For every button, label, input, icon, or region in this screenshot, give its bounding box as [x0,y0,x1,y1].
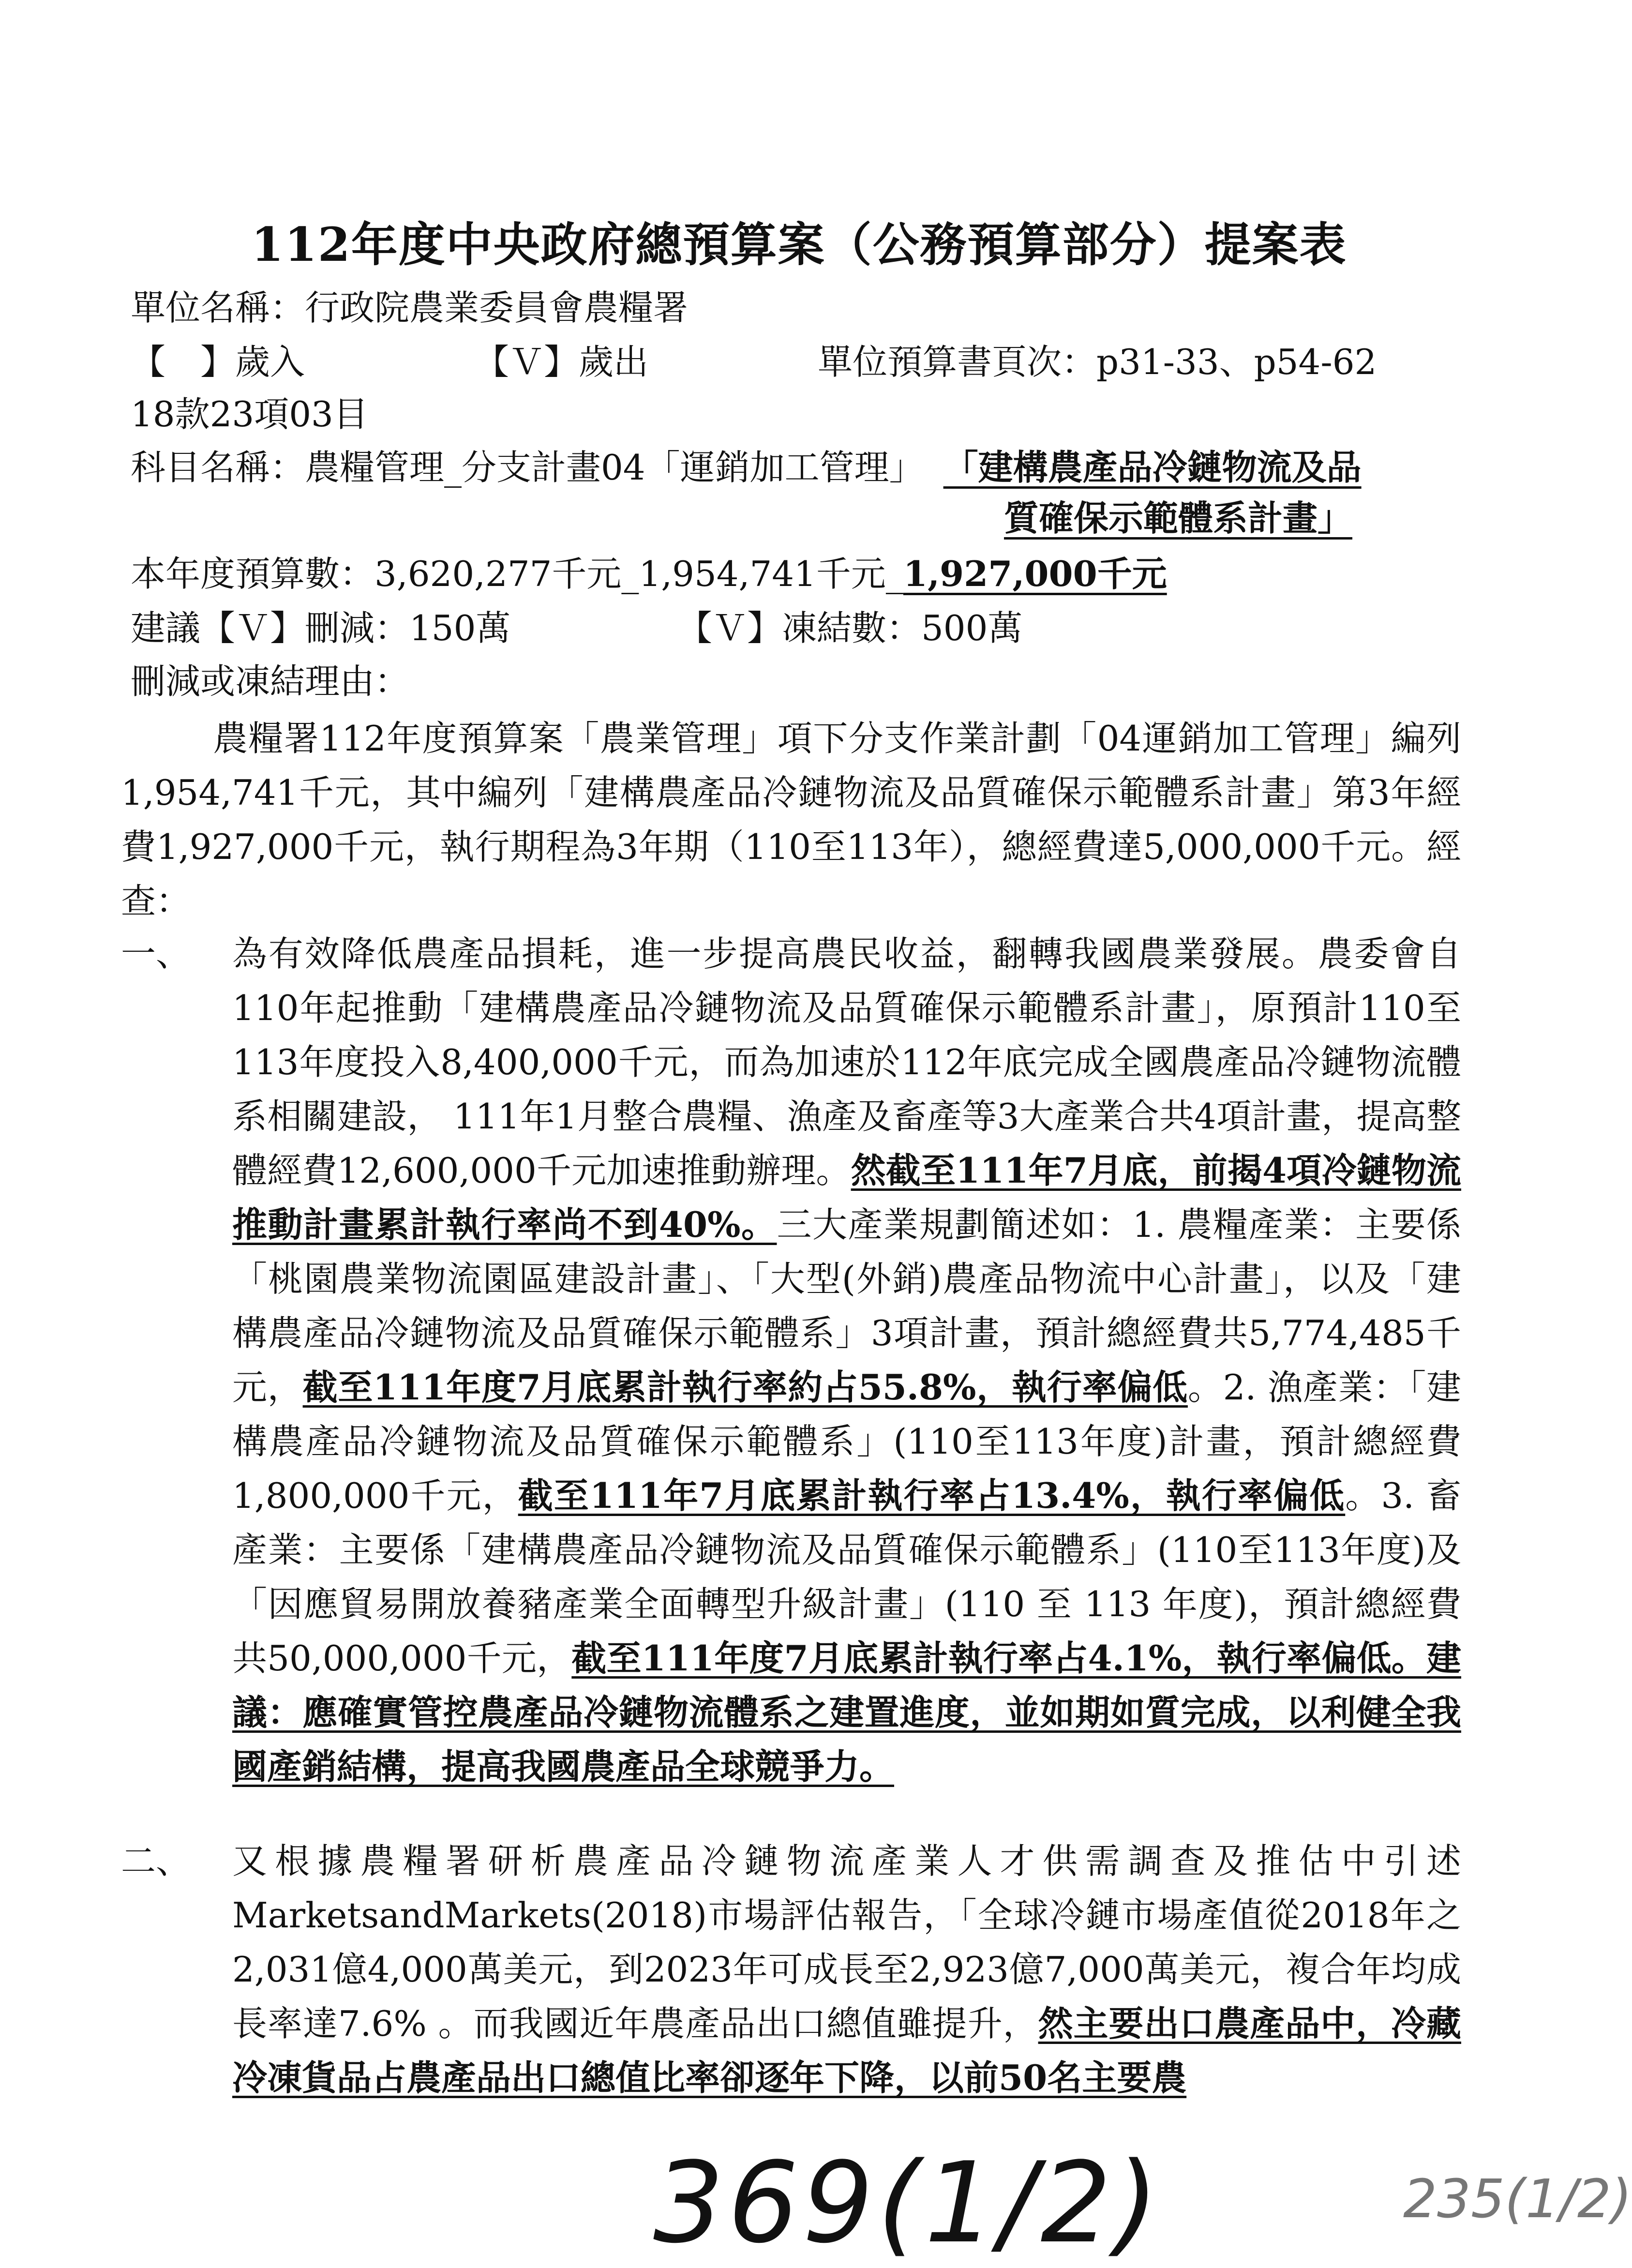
proposal-freeze: 【Ｖ】凍結數：500萬 [677,608,1023,648]
proposal-cut: 建議【Ｖ】刪減：150萬 [131,608,511,648]
reason-label: 刪減或凍結理由： [131,661,410,702]
item-1-emphasis-2: 截至111年度7月底累計執行率約占55.8%，執行率偏低 [302,1367,1188,1408]
item-2-text [232,1834,1461,2105]
subject-plan-part2-text: 質確保示範體系計畫」 [1004,497,1353,539]
item-2-part-1: 又根據農糧署研析農產品冷鏈物流產業人才供需調查及推估中引述MarketsandMarkets(2018)市場評估報告，「全球冷鏈市場產值從2018年之2,031億4,000萬美元，到2023年可成長至2,923億7,000萬美元，複合年均成長率達7.6% 。而我國近年農產品出口總值雖提升， [232,1841,1461,2044]
budget-prefix: 本年度預算數：3,620,277千元_1,954,741千元_ [131,554,903,594]
item-1-text [232,927,1461,1794]
subject-line [131,447,1362,488]
item-1-part-2: 三大產業規劃簡述如：1. 農糧產業：主要係「桃園農業物流園區建設計畫」、「大型(外銷)農產品物流中心計畫」，以及「建構農產品冷鏈物流及品質確保示範體系」3項計畫，預計總經費共5,774,485千元， [232,1204,1461,1408]
intro-paragraph: 農糧署112年度預算案「農業管理」項下分支作業計劃「04運銷加工管理」編列1,954,741千元，其中編列「建構農產品冷鏈物流及品質確保示範體系計畫」第3年經費1,927,000千元，執行期程為3年期（110至113年），總經費達5,000,000千元。經查： [121,718,1461,921]
unit-name-line: 單位名稱：行政院農業委員會農糧署 [131,287,689,328]
subject-prefix: 科目名稱：農糧管理_分支計畫04「運銷加工管理」 [131,447,924,488]
item-1-emphasis-1: 然截至111年7月底，前揭4項冷鏈物流推動計畫累計執行率尚不到40%。 [232,1150,1461,1245]
item-2-number: 二、 [121,1841,191,1881]
budget-amount: 1,927,000千元 [903,553,1167,594]
item-code: 18款23項03目 [131,394,368,435]
reason-item-2 [121,1834,1461,2105]
document-title: 112年度中央政府總預算案（公務預算部分）提案表 [251,217,1347,272]
item-1-emphasis-3: 截至111年7月底累計執行率占13.4%，執行率偏低 [518,1475,1346,1516]
reason-item-1 [121,927,1461,1794]
handwritten-page-number: 369(1/2) [653,2139,1163,2268]
item-2-emphasis-1: 然主要出口農產品中，冷藏冷凍貨品占農產品出口總值比率卻逐年下降，以前50名主要農 [232,2003,1461,2098]
subject-plan-part1: 「建構農產品冷鏈物流及品 [943,447,1362,488]
budget-line [131,553,1167,594]
item-1-part-4: 。3. 畜產業：主要係「建構農產品冷鏈物流及品質確保示範體系」(110至113年度)及「因應貿易開放養豬產業全面轉型升級計畫」(110 至 113 年度)，預計總經費共50,000,000千元， [232,1475,1461,1679]
budget-book-pages: 單位預算書頁次：p31-33、p54-62 [818,342,1377,382]
item-1-part-3: 。2. 漁產業：「建構農產品冷鏈物流及品質確保示範體系」(110至113年度)計畫，預計總經費1,800,000千元， [232,1367,1461,1516]
handwritten-small-number: 235(1/2) [1403,2168,1632,2230]
expense-checkbox-label: 【Ｖ】歲出 [474,342,649,382]
item-1-emphasis-4: 截至111年度7月底累計執行率占4.1%，執行率偏低。建議：應確實管控農產品冷鏈物流體系之建置進度，並如期如質完成，以利健全我國產銷結構，提高我國農產品全球競爭力。 [232,1637,1461,1787]
subject-plan-part2 [1004,497,1353,539]
item-1-number: 一、 [121,933,191,974]
revenue-checkbox-label: 【 】歲入 [131,342,305,382]
item-1-part-1: 為有效降低農產品損耗，進一步提高農民收益，翻轉我國農業發展。農委會自110年起推動「建構農產品冷鏈物流及品質確保示範體系計畫」，原預計110至113年度投入8,400,000千元，而為加速於112年底完成全國農產品冷鏈物流體系相關建設， 111年1月整合農糧、漁產及畜產等3大產業合共4項計畫，提高整體經費12,600,000千元加速推動辦理。 [232,933,1461,1191]
